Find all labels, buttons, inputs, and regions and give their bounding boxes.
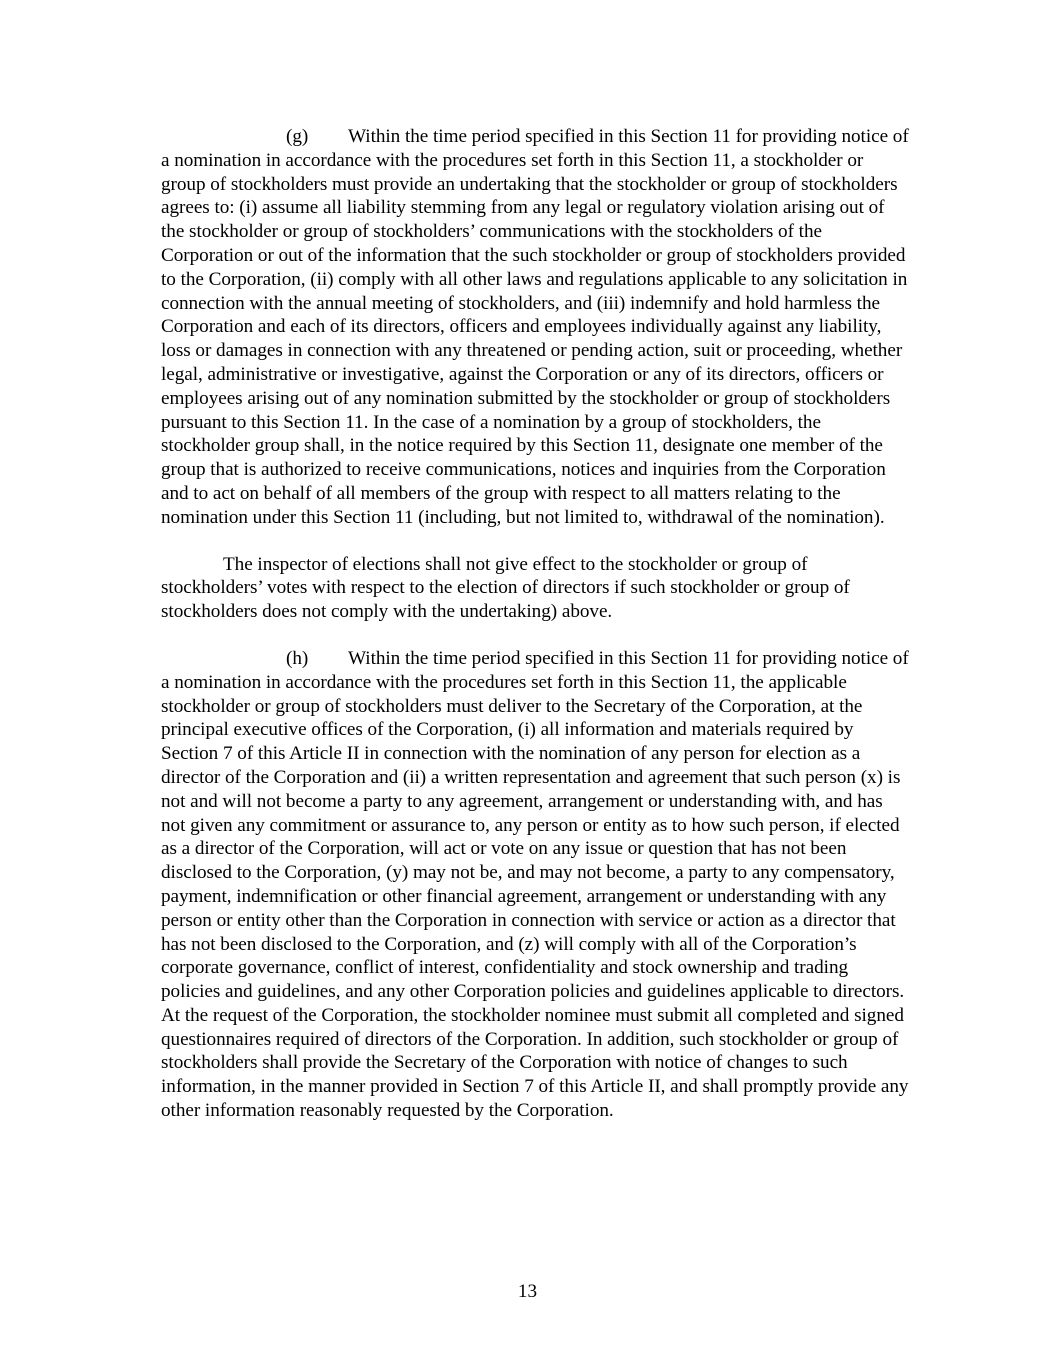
document-body xyxy=(161,125,911,1123)
paragraph-g xyxy=(161,125,911,530)
paragraph-h-text: Within the time period specified in this Section 11 for providing notice of a nomination in accordance with the procedures set forth in this Section 11, the applicable stockholder or group of stockholders must deliver to the Secretary of the Corporation, at the principal executive offices of the Corporation, (i) all information and materials required by Section 7 of this Article II in connection with the nomination of any person for election as a director of the Corporation and (ii) a written representation and agreement that such person (x) is not and will not become a party to any agreement, arrangement or understanding with, and has not given any commitment or assurance to, any person or entity as to how such person, if elected as a director of the Corporation, will act or vote on any issue or question that has not been disclosed to the Corporation, (y) may not be, and may not become, a party to any compensatory, payment, indemnification or other financial agreement, arrangement or understanding with any person or entity other than the Corporation in connection with service or action as a director that has not been disclosed to the Corporation, and (z) will comply with all of the Corporation’s corporate governance, conflict of interest, confidentiality and stock ownership and trading policies and guidelines, and any other Corporation policies and guidelines applicable to directors. At the request of the Corporation, the stockholder nominee must submit all completed and signed questionnaires required of directors of the Corporation. In addition, such stockholder or group of stockholders shall provide the Secretary of the Corporation with notice of changes to such information, in the manner provided in Section 7 of this Article II, and shall promptly provide any other information reasonably requested by the Corporation. xyxy=(161,647,909,1122)
paragraph-inspector-of-elections: The inspector of elections shall not give effect to the stockholder or group of stockholders’ votes with respect to the election of directors if such stockholder or group of stockholders does not comply with the undertaking) above. xyxy=(161,553,850,623)
item-label-g: (g) xyxy=(286,126,309,147)
paragraph-h xyxy=(161,647,911,1123)
page-number: 13 xyxy=(517,1281,538,1302)
item-label-h: (h) xyxy=(286,647,309,669)
paragraph-g-text: Within the time period specified in this Section 11 for providing notice of a nomination in accordance with the procedures set forth in this Section 11, a stockholder or group of stockholders must provide an undertaking that the stockholder or group of stockholders agrees to: (i) assume all liability stemming from any legal or regulatory violation arising out of the stockholder or group of stockholders’ communications with the stockholders of the Corporation or out of the information that the such stockholder or group of stockholders provided to the Corporation, (ii) comply with all other laws and regulations applicable to any solicitation in connection with the annual meeting of stockholders, and (iii) indemnify and hold harmless the Corporation and each of its directors, officers and employees individually against any liability, loss or damages in connection with any threatened or pending action, suit or proceeding, whether legal, administrative or investigative, against the Corporation or any of its directors, officers or employees arising out of any nomination submitted by the stockholder or group of stockholders pursuant to this Section 11. In the case of a nomination by a group of stockholders, the stockholder group shall, in the notice required by this Section 11, designate one member of the group that is authorized to receive communications, notices and inquiries from the Corporation and to act on behalf of all members of the group with respect to all matters relating to the nomination under this Section 11 (including, but not limited to, withdrawal of the nomination). xyxy=(161,126,909,528)
